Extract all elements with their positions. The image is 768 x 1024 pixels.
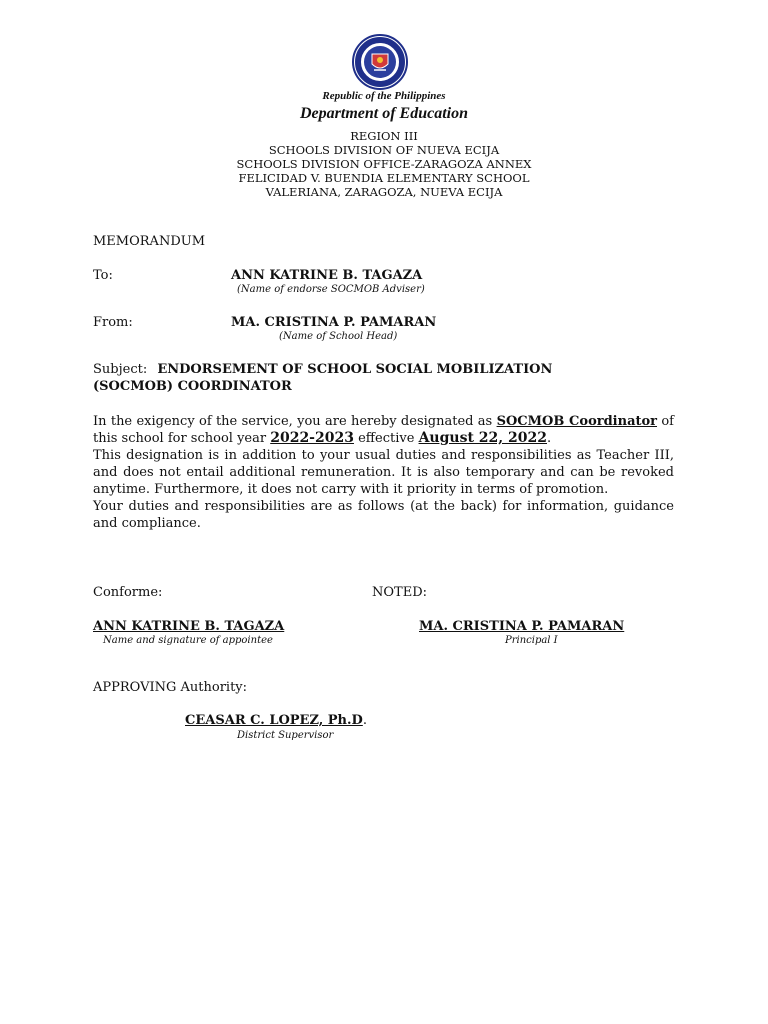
designation-role: SOCMOB Coordinator (496, 414, 658, 429)
from-label: From: (93, 315, 133, 330)
deped-seal-logo (352, 34, 408, 90)
p1-text-a: In the exigency of the service, you are hereby designated as (93, 414, 497, 429)
p1-text-end: . (547, 431, 552, 446)
to-note: (Name of endorse SOCMOB Adviser) (237, 284, 425, 295)
effective-date: August 22, 2022 (418, 430, 547, 446)
approver-suffix: . (362, 713, 367, 728)
noted-label: NOTED: (372, 585, 427, 600)
principal-role: Principal I (505, 635, 558, 646)
principal-name: MA. CRISTINA P. PAMARAN (419, 619, 625, 634)
address-line-division: SCHOOLS DIVISION OF NUEVA ECIJA (268, 143, 500, 157)
subject-block (93, 362, 552, 377)
approving-label: APPROVING Authority: (93, 680, 248, 695)
address-line-school: FELICIDAD V. BUENDIA ELEMENTARY SCHOOL (238, 171, 530, 185)
to-name: ANN KATRINE B. TAGAZA (231, 268, 423, 283)
to-label: To: (93, 268, 113, 283)
appointee-name: ANN KATRINE B. TAGAZA (93, 619, 285, 634)
address-line-office: SCHOOLS DIVISION OFFICE-ZARAGOZA ANNEX (236, 157, 532, 171)
department-heading: Department of Education (299, 105, 468, 122)
approver-role: District Supervisor (237, 730, 334, 741)
paragraph-terms: This designation is in addition to your usual duties and responsibilities as Teacher III, and does not entail additional remuneration. It is also temporary and can be revoked anytime. Furthermore, it does not carry with it priority in terms of promotion. (93, 448, 674, 497)
address-line-location: VALERIANA, ZARAGOZA, NUEVA ECIJA (265, 185, 503, 199)
approver-name: CEASAR C. LOPEZ, Ph.D (185, 713, 363, 728)
address-line-region: REGION III (350, 129, 418, 143)
from-note: (Name of School Head) (279, 331, 398, 342)
approver-block (185, 713, 367, 728)
republic-heading: Republic of the Philippines (322, 90, 446, 102)
subject-line-1: ENDORSEMENT OF SCHOOL SOCIAL MOBILIZATION (157, 362, 553, 377)
subject-line-2: (SOCMOB) COORDINATOR (93, 379, 292, 394)
from-name: MA. CRISTINA P. PAMARAN (231, 315, 437, 330)
appointee-role: Name and signature of appointee (103, 635, 273, 646)
conforme-label: Conforme: (93, 585, 163, 600)
paragraph-duties: Your duties and responsibilities are as follows (at the back) for information, guidance and compliance. (93, 499, 674, 531)
memo-body (93, 413, 674, 532)
paragraph-designation (93, 413, 674, 447)
subject-label: Subject: (93, 362, 148, 377)
memo-title: MEMORANDUM (93, 234, 206, 249)
p1-text-c: effective (353, 431, 419, 446)
p1-text-b: of this school for school year (93, 414, 674, 446)
school-year: 2022-2023 (270, 430, 354, 446)
